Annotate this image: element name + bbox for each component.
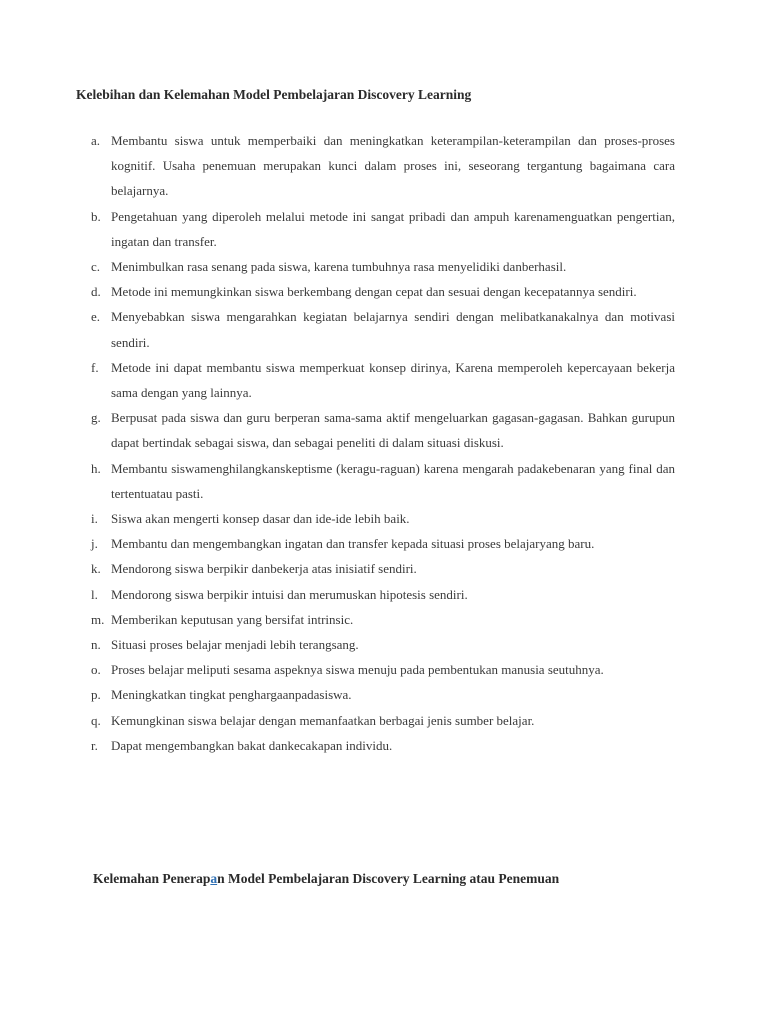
list-item-text: Membantu dan mengembangkan ingatan dan transfer kepada situasi proses belajaryang baru. (111, 536, 595, 552)
list-item (91, 682, 675, 707)
list-item-marker: o. (91, 662, 101, 678)
list-item-marker: m. (91, 611, 105, 627)
list-item-text: Menimbulkan rasa senang pada siswa, karena tumbuhnya rasa menyelidiki danberhasil. (111, 259, 567, 275)
list-item-marker: a. (91, 133, 101, 148)
list-item-text: Berpusat pada siswa dan guru berperan sama-sama aktif mengeluarkan gagasan-gagasan. Bahkan gurupun dapat bertindak sebagai siswa, dan sebagai peneliti di dalam situasi diskusi. (111, 410, 675, 451)
list-item (91, 204, 675, 254)
list-item (91, 556, 675, 581)
list-item (91, 128, 675, 204)
list-item-marker: j. (91, 536, 98, 552)
list-item-marker: i. (91, 511, 98, 527)
list-item (91, 607, 675, 632)
list-item-marker: k. (91, 561, 101, 577)
list-item (91, 632, 675, 657)
list-item-marker: c. (91, 259, 101, 275)
list-item (91, 456, 675, 506)
list-item-text: Dapat mengembangkan bakat dankecakapan individu. (111, 737, 393, 753)
list-item (91, 254, 675, 279)
list-item-text: Mendorong siswa berpikir danbekerja atas inisiatif sendiri. (111, 561, 417, 577)
list-item (91, 733, 675, 758)
list-item-text: Proses belajar meliputi sesama aspeknya siswa menuju pada pembentukan manusia seutuhnya. (111, 662, 604, 678)
list-item (91, 405, 675, 455)
list-item-marker: l. (91, 586, 98, 602)
list-item-marker: r. (91, 737, 98, 753)
list-item (91, 279, 675, 304)
list-item-text: Menyebabkan siswa mengarahkan kegiatan belajarnya sendiri dengan melibatkanakalnya dan motivasi sendiri. (111, 309, 675, 350)
list-item (91, 531, 675, 556)
heading-2-underlined-letter: a (210, 871, 218, 886)
list-item-marker: h. (91, 460, 101, 476)
section-heading-advantages: Kelebihan dan Kelemahan Model Pembelajaran Discovery Learning (76, 87, 472, 102)
list-item-text: Membantu siswa untuk memperbaiki dan meningkatkan keterampilan-keterampilan dan proses-proses kognitif. Usaha penemuan merupakan kunci dalam proses ini, seseorang tergantung bagaimana cara belajarnya. (111, 133, 675, 199)
list-item (91, 657, 675, 682)
heading-2-part-after: n Model Pembelajaran Discovery Learning atau Penemuan (217, 871, 560, 886)
list-item-marker: q. (91, 712, 101, 728)
list-item-marker: g. (91, 410, 101, 426)
list-item-text: Meningkatkan tingkat penghargaanpadasiswa. (111, 687, 352, 703)
list-item-marker: n. (91, 637, 101, 653)
section-heading-disadvantages (93, 871, 559, 887)
list-item-text: Mendorong siswa berpikir intuisi dan merumuskan hipotesis sendiri. (111, 586, 468, 602)
list-item (91, 708, 675, 733)
list-item-text: Kemungkinan siswa belajar dengan memanfaatkan berbagai jenis sumber belajar. (111, 712, 535, 728)
list-item (91, 355, 675, 405)
list-item-marker: e. (91, 309, 101, 325)
list-item-text: Metode ini memungkinkan siswa berkembang dengan cepat dan sesuai dengan kecepatannya sendiri. (111, 284, 637, 300)
advantages-list (91, 128, 675, 758)
list-item-text: Pengetahuan yang diperoleh melalui metode ini sangat pribadi dan ampuh karenamenguatkan pengertian, ingatan dan transfer. (111, 208, 675, 249)
list-item-marker: f. (91, 359, 99, 375)
list-item-marker: d. (91, 284, 101, 300)
list-item-text: Situasi proses belajar menjadi lebih terangsang. (111, 637, 359, 653)
list-item-text: Siswa akan mengerti konsep dasar dan ide-ide lebih baik. (111, 511, 410, 527)
list-item-text: Membantu siswamenghilangkanskeptisme (keragu-raguan) karena mengarah padakebenaran yang final dan tertentuatau pasti. (111, 460, 675, 501)
list-item-marker: p. (91, 687, 101, 703)
list-item (91, 582, 675, 607)
list-item-marker: b. (91, 208, 101, 224)
list-item-text: Metode ini dapat membantu siswa memperkuat konsep dirinya, Karena memperoleh kepercayaan bekerja sama dengan yang lainnya. (111, 359, 675, 401)
list-item (91, 506, 675, 531)
heading-2-part-before: Kelemahan Penerap (93, 871, 211, 886)
list-item-text: Memberikan keputusan yang bersifat intrinsic. (111, 611, 354, 627)
list-item (91, 304, 675, 354)
